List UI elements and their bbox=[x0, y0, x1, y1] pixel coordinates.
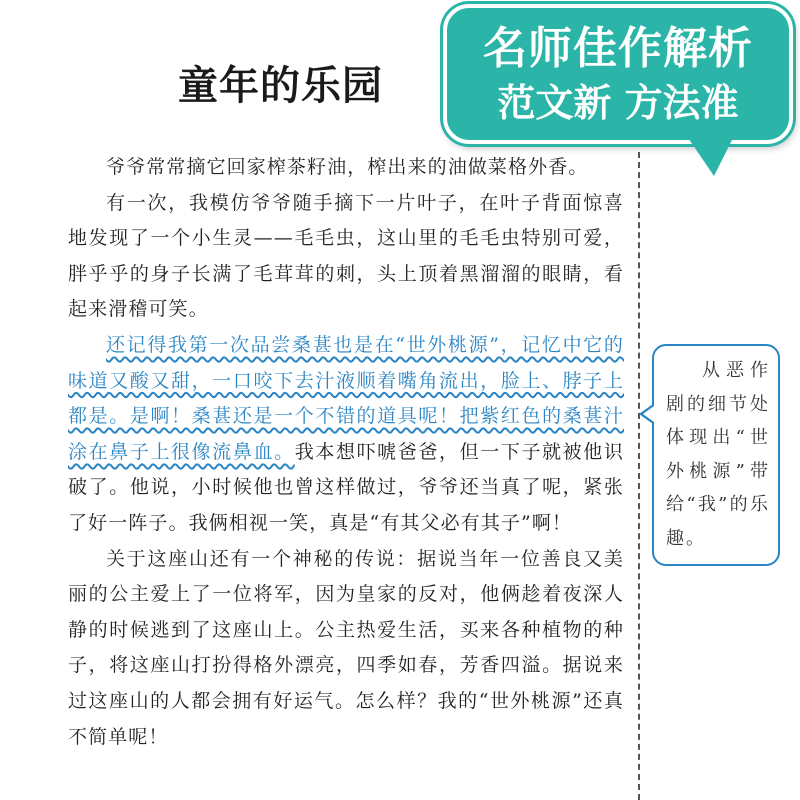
page-title: 童年的乐园 bbox=[178, 63, 383, 109]
highlighted-passage: 还记得我第一次品尝桑葚也是在“世外桃源”，记忆中它的味道又酸又甜，一口咬下去汁液顺着嘴角流出，脸上、脖子上都是。是啊！桑葚还是一个不错的道具呢！把紫红色的桑葚汁涂在鼻子上很像流鼻血。 bbox=[68, 333, 624, 463]
annotation-text: 从恶作剧的细节处体现出“世外桃源”带给“我”的乐趣。 bbox=[666, 360, 770, 549]
promo-badge-tail bbox=[684, 132, 736, 176]
promo-badge-subline: 范文新 方法准 bbox=[497, 81, 739, 125]
paragraph-4: 关于这座山还有一个神秘的传说：据说当年一位善良又美丽的公主爱上了一位将军，因为皇家的反对，他俩趁着夜深人静的时候逃到了这座山上。公主热爱生活，买来各种植物的种子，将这座山打扮得格外漂亮，四季如春，芳香四溢。据说来过这座山的人都会拥有好运气。怎么样？我的“世外桃源”还真不简单呢！ bbox=[68, 547, 624, 748]
paragraph-1: 爷爷常常摘它回家榨茶籽油，榨出来的油做菜格外香。 bbox=[106, 156, 589, 178]
dashed-divider bbox=[638, 152, 640, 800]
article-body bbox=[68, 150, 624, 755]
paragraph-3-rest: 我本想吓唬爸爸，但一下子就被他识破了。他说，小时候他也曾这样做过，爷爷还当真了呢，紧张了好一阵子。我俩相视一笑，真是“有其父必有其子”啊！ bbox=[68, 440, 624, 534]
promo-badge-headline: 名师佳作解析 bbox=[483, 23, 753, 74]
paragraph-3 bbox=[68, 328, 624, 542]
promo-badge bbox=[443, 4, 793, 144]
annotation-pointer-fill bbox=[643, 406, 654, 422]
side-annotation bbox=[652, 344, 780, 566]
paragraph-2: 有一次，我模仿爷爷随手摘下一片叶子，在叶子背面惊喜地发现了一个小生灵——毛毛虫，这山里的毛毛虫特别可爱，胖乎乎的身子长满了毛茸茸的刺，头上顶着黑溜溜的眼睛，看起来滑稽可笑。 bbox=[68, 191, 624, 321]
